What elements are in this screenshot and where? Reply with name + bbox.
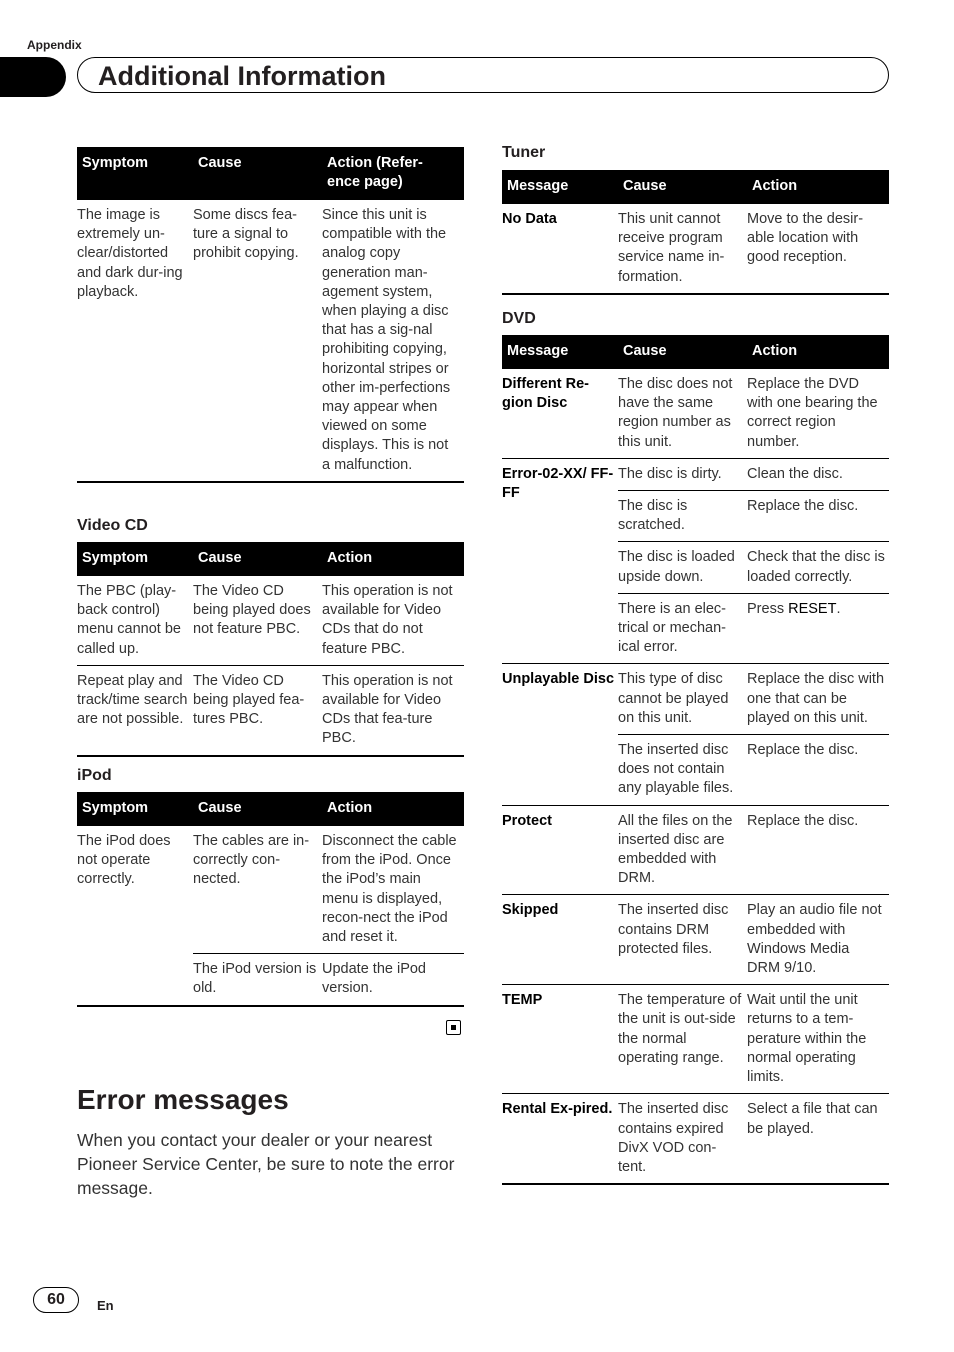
action-cell (747, 593, 889, 664)
table-header-row (77, 792, 464, 826)
action-cell: Select a file that can be played. (747, 1094, 889, 1184)
column-header: Action (747, 170, 889, 204)
table-header-row (77, 542, 464, 576)
cause-cell: The inserted disc contains expired DivX VOD con-tent. (618, 1094, 747, 1184)
message-cell: Different Re-gion Disc (502, 376, 590, 412)
table-header-row (502, 170, 889, 204)
column-header: Symptom (77, 792, 193, 826)
page-number-badge: 60 (33, 1287, 79, 1313)
action-cell: Move to the desir-able location with good reception. (747, 211, 864, 266)
table-row (502, 664, 889, 735)
image-symptom-table (77, 147, 464, 483)
cause-cell: The Video CD being played does not feature PBC. (193, 583, 311, 638)
dvd-table (502, 335, 889, 1185)
cause-cell: The disc is scratched. (618, 491, 747, 542)
action-cell: Replace the disc. (747, 805, 889, 895)
table-row (502, 985, 889, 1094)
reset-button-name: RESET (788, 600, 837, 617)
section-label: Appendix (27, 38, 82, 52)
table-row (77, 665, 464, 755)
table-row (77, 200, 464, 482)
cause-cell: The cables are in-correctly con-nected. (193, 833, 310, 888)
action-cell: Wait until the unit returns to a tem-perature within the normal operating limits. (747, 985, 889, 1094)
column-header: Symptom (77, 147, 193, 200)
table-row (502, 204, 889, 294)
action-cell: Replace the disc. (747, 491, 889, 542)
cause-cell: The temperature of the unit is out-side the normal operating range. (618, 985, 747, 1094)
cause-cell: The disc is dirty. (618, 458, 747, 490)
column-header: Symptom (77, 542, 193, 576)
table-header-row (502, 335, 889, 369)
message-cell: Rental Ex-pired. (502, 1094, 618, 1184)
tuner-heading: Tuner (502, 144, 546, 161)
action-cell: Clean the disc. (747, 458, 889, 490)
message-cell: Error-02-XX/ FF-FF (502, 458, 618, 664)
table-row (502, 369, 889, 458)
column-header: Action (Refer- ence page) (322, 147, 464, 200)
action-cell: Replace the disc. (747, 735, 889, 806)
table-row (502, 1094, 889, 1184)
cause-cell: All the files on the inserted disc are embedded with DRM. (618, 805, 747, 895)
cause-cell: The disc is loaded upside down. (618, 542, 747, 593)
action-cell: This operation is not available for Video CDs that do not feature PBC. (322, 583, 453, 657)
cause-cell: The disc does not have the same region number as this unit. (618, 376, 733, 450)
ipod-table (77, 792, 464, 1007)
dvd-heading: DVD (502, 310, 536, 327)
column-header: Cause (193, 792, 322, 826)
action-cell: Check that the disc is loaded correctly. (747, 542, 889, 593)
language-code: En (97, 1298, 114, 1313)
message-cell: Unplayable Disc (502, 664, 618, 805)
action-cell: Since this unit is compatible with the analog copy generation man-agement system, when playing a disc that has a sig-nal prohibiting copying, horizontal stripes or other im-perfections may appear when viewed on some displays. This is not a malfunction. (322, 207, 451, 473)
error-messages-body: When you contact your dealer or your nearest Pioneer Service Center, be sure to note the error message. (77, 1130, 455, 1198)
symptom-cell: Repeat play and track/time search are not possible. (77, 665, 193, 755)
symptom-cell: The PBC (play-back control) menu cannot be called up. (77, 583, 181, 657)
column-header: Action (747, 335, 889, 369)
message-cell: No Data (502, 211, 557, 227)
end-of-section-icon (446, 1020, 461, 1035)
table-row (502, 895, 889, 985)
cause-cell: The inserted disc contains DRM protected files. (618, 895, 747, 985)
symptom-cell: The image is extremely un-clear/distorted and dark dur-ing playback. (77, 207, 183, 300)
action-cell: Replace the disc with one that can be played on this unit. (747, 664, 889, 735)
column-header: Message (502, 170, 618, 204)
action-text: Press (747, 600, 785, 617)
tuner-table (502, 170, 889, 295)
table-row (502, 458, 889, 490)
section-tab-marker (0, 57, 66, 97)
cause-cell: The inserted disc does not contain any playable files. (618, 735, 747, 806)
cause-cell: Some discs fea-ture a signal to prohibit copying. (193, 207, 299, 262)
punctuation: . (836, 600, 841, 617)
cause-cell: The iPod version is old. (193, 954, 322, 1006)
action-cell: Update the iPod version. (322, 954, 464, 1006)
message-cell: TEMP (502, 985, 618, 1094)
action-cell: Disconnect the cable from the iPod. Once the iPod’s main menu is displayed, recon-nect the iPod and reset it. (322, 833, 457, 946)
column-header: Cause (618, 335, 747, 369)
message-cell: Skipped (502, 895, 618, 985)
cause-cell: This type of disc cannot be played on this unit. (618, 664, 747, 735)
action-cell: This operation is not available for Video CDs that fea-ture PBC. (322, 665, 464, 755)
cause-cell: This unit cannot receive program service name in-formation. (618, 211, 725, 285)
message-cell: Protect (502, 805, 618, 895)
column-header: Message (502, 335, 618, 369)
cause-cell: There is an elec-trical or mechan-ical error. (618, 593, 747, 664)
action-cell: Play an audio file not embedded with Windows Media DRM 9/10. (747, 895, 889, 985)
table-header-row (77, 147, 464, 200)
column-header: Action (322, 792, 464, 826)
column-header: Cause (618, 170, 747, 204)
table-row (77, 576, 464, 665)
error-messages-title: Error messages (77, 1084, 289, 1115)
column-header: Cause (193, 542, 322, 576)
videocd-table (77, 542, 464, 757)
videocd-heading: Video CD (77, 517, 148, 534)
column-header: Cause (193, 147, 322, 200)
column-header: Action (322, 542, 464, 576)
ipod-heading: iPod (77, 767, 112, 784)
cause-cell: The Video CD being played fea-tures PBC. (193, 665, 322, 755)
table-row (502, 805, 889, 895)
table-row (77, 826, 464, 954)
action-cell: Replace the DVD with one bearing the correct region number. (747, 376, 878, 450)
page-title: Additional Information (98, 61, 386, 91)
symptom-cell: The iPod does not operate correctly. (77, 833, 171, 888)
